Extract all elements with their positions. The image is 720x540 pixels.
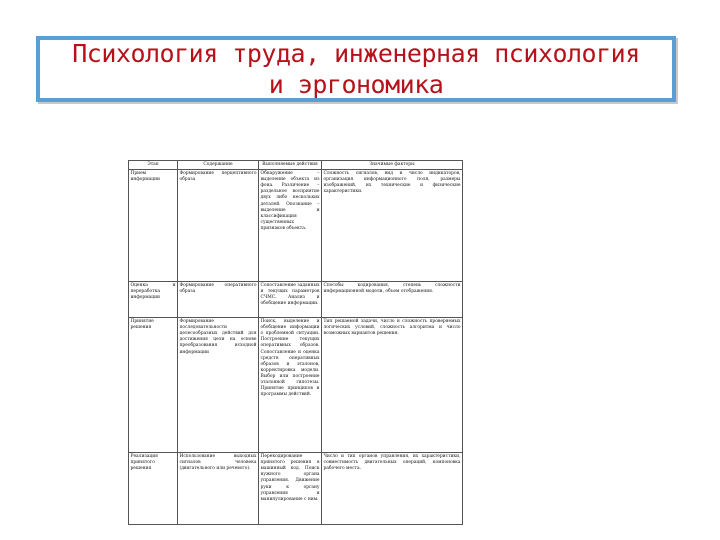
- cell-factors: Способы кодирования, степень сложности информационной модели, объем отображения.: [322, 282, 463, 318]
- slide-title-line-2: и эргономика: [268, 70, 444, 99]
- slide-title-line-1: Психология труда, инженерная психология: [72, 39, 640, 68]
- cell-content: Формирование последовательности целесообразных действий для достижения цели на основе преобразования исходной информации: [178, 318, 259, 453]
- cell-factors: Сложность сигналов, вид и число индикаторов, организация информационного поля, размеры изображений, их технические и физические характеристики.: [322, 170, 463, 282]
- cell-content: Формирование перцептивного образа: [178, 170, 259, 282]
- stages-table: [128, 160, 463, 525]
- cell-actions: Перекодирование принятого решения в машинный код. Поиск нужного органа управления. Движение руки к органу управления и манипулирование с ним.: [259, 453, 322, 525]
- cell-stage: Принятие решения: [129, 318, 178, 453]
- cell-content: Использование выходных сигналов человека (двигательного или речевого).: [178, 453, 259, 525]
- header-factors: Значимые факторы: [322, 161, 463, 170]
- cell-actions: Обнаружение – выделение объекта из фона. Различение – раздельное восприятие двух либо нескольких деталей. Опознание – выделение и классификация существенных признаков объекта.: [259, 170, 322, 282]
- header-content: Содержание: [178, 161, 259, 170]
- table-row: [129, 170, 463, 282]
- slide-title-box: [36, 36, 676, 102]
- cell-stage: Оценка и переработка информации: [129, 282, 178, 318]
- cell-stage: Прием информации: [129, 170, 178, 282]
- cell-factors: Число и тип органов управления, их характеристики, совместимость двигательных операций, компоновка рабочего места.: [322, 453, 463, 525]
- table-row: [129, 453, 463, 525]
- cell-actions: Поиск, выделение и обобщение информации о проблемной ситуации. Построение текущих оперативных образов. Сопоставление и оценка средств оперативных образов и эталонов, корректировка модели. Выбор или построение эталонной гипотезы. Принятие принципов и программы действий.: [259, 318, 322, 453]
- table-row: [129, 318, 463, 453]
- cell-actions: Сопоставление заданных и текущих параметров СЧМС. Анализ и обобщение информации.: [259, 282, 322, 318]
- header-actions: Выполняемые действия: [259, 161, 322, 170]
- header-stage: Этап: [129, 161, 178, 170]
- table-row: [129, 282, 463, 318]
- cell-factors: Тип решаемой задачи, число и сложность проверяемых логических условий, сложность алгоритма и число возможных вариантов решения.: [322, 318, 463, 453]
- stages-table-container: [128, 160, 462, 525]
- table-header-row: [129, 161, 463, 170]
- cell-stage: Реализация принятого решения: [129, 453, 178, 525]
- cell-content: Формирование оперативного образа: [178, 282, 259, 318]
